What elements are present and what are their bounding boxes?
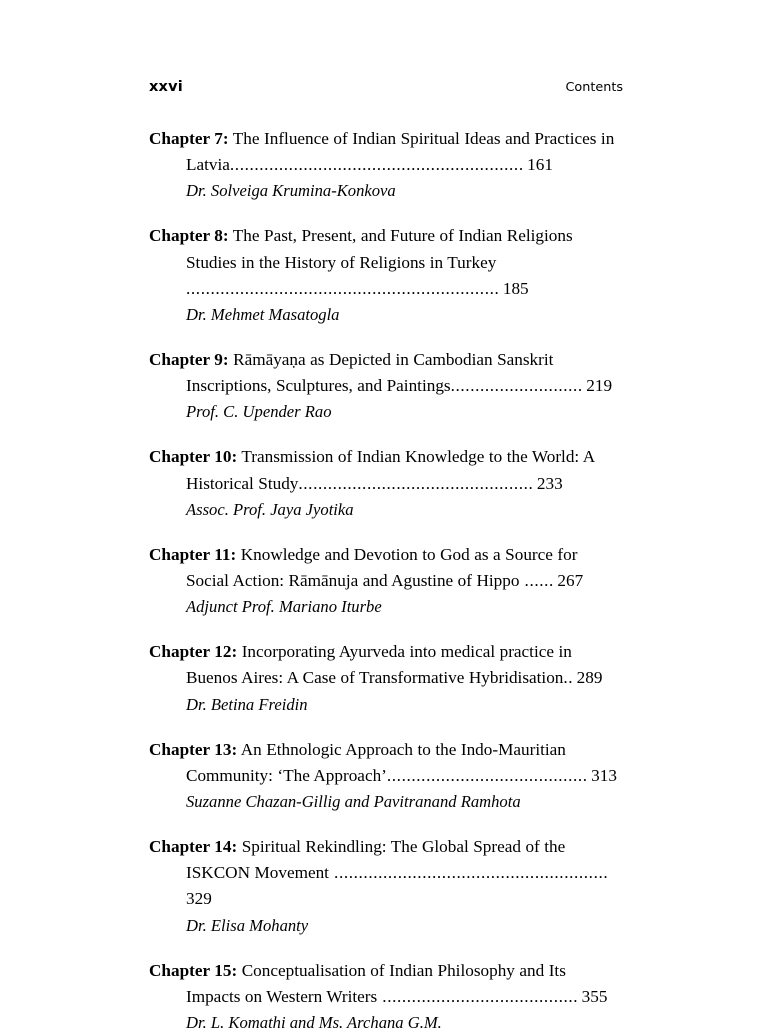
chapter-title: Rāmāyaṇa as Depicted in Cambodian Sanskrit Inscriptions, Sculptures, and Paintings xyxy=(186,350,554,396)
toc-entry-title-line[interactable] xyxy=(149,834,623,913)
chapter-label: Chapter 12: xyxy=(149,642,238,662)
leader-dots: ...... xyxy=(519,571,554,591)
chapter-label: Chapter 10: xyxy=(149,447,238,467)
toc-entry-title-line[interactable] xyxy=(149,444,623,496)
chapter-author: Adjunct Prof. Mariano Iturbe xyxy=(186,597,382,617)
chapter-title: Incorporating Ayurveda into medical practice in Buenos Aires: A Case of Transformative Hybridisation xyxy=(186,642,572,688)
leader-dots: ............................................................ xyxy=(229,155,524,175)
leader-dots: ........................................ xyxy=(377,986,579,1006)
chapter-title: Spiritual Rekindling: The Global Spread of the ISKCON Movement xyxy=(186,837,566,883)
chapter-label: Chapter 13: xyxy=(149,739,238,759)
toc-entry[interactable] xyxy=(149,639,623,717)
chapter-author: Dr. Solveiga Krumina-Konkova xyxy=(186,181,396,201)
page-number[interactable]: 355 xyxy=(581,986,608,1006)
toc-entry-title-line[interactable] xyxy=(149,639,623,691)
chapter-label: Chapter 8: xyxy=(149,226,229,246)
leader-dots: ........................... xyxy=(450,376,583,396)
page-number[interactable]: 219 xyxy=(586,376,613,396)
page-number[interactable]: 185 xyxy=(502,278,529,298)
toc-entry[interactable] xyxy=(149,223,623,328)
chapter-author: Dr. Mehmet Masatogla xyxy=(186,305,340,325)
page-number[interactable]: 289 xyxy=(576,668,603,688)
chapter-author: Prof. C. Upender Rao xyxy=(186,402,332,422)
chapter-label: Chapter 15: xyxy=(149,960,238,980)
chapter-label: Chapter 11: xyxy=(149,544,237,564)
toc-entry[interactable] xyxy=(149,347,623,425)
leader-dots: ......................................... xyxy=(386,765,588,785)
page-number[interactable]: 233 xyxy=(536,473,563,493)
toc-entry-title-line[interactable] xyxy=(149,223,623,302)
leader-dots: ........................................................ xyxy=(328,863,609,883)
toc-entry[interactable] xyxy=(149,958,623,1036)
toc-entry[interactable] xyxy=(149,737,623,815)
chapter-label: Chapter 9: xyxy=(149,350,229,370)
chapter-author: Suzanne Chazan-Gillig and Pavitranand Ramhota xyxy=(186,792,521,812)
chapter-title: Knowledge and Devotion to God as a Source for Social Action: Rāmānuja and Agustine of Hippo xyxy=(186,544,578,591)
chapter-label: Chapter 14: xyxy=(149,837,238,857)
chapter-title: An Ethnologic Approach to the Indo-Mauritian Community: ‘The Approach’ xyxy=(186,739,566,785)
chapter-label: Chapter 7: xyxy=(149,129,229,148)
leader-dots: ................................................ xyxy=(298,473,534,493)
leader-dots: .. xyxy=(563,668,574,688)
chapter-author: Dr. Elisa Mohanty xyxy=(186,915,309,935)
chapter-title: Transmission of Indian Knowledge to the World: A Historical Study xyxy=(186,447,595,493)
chapter-title: The Influence of Indian Spiritual Ideas and Practices in Latvia xyxy=(186,129,615,175)
page-folio: xxvi xyxy=(149,79,183,95)
page-number[interactable]: 329 xyxy=(186,889,212,909)
toc-entry-title-line[interactable] xyxy=(149,126,623,178)
toc-entry[interactable] xyxy=(149,542,623,620)
chapter-author: Assoc. Prof. Jaya Jyotika xyxy=(186,499,354,519)
chapter-author: Dr. Betina Freidin xyxy=(186,694,308,714)
page-number[interactable]: 161 xyxy=(527,155,553,175)
page-number[interactable]: 267 xyxy=(557,571,584,591)
toc-entry-title-line[interactable] xyxy=(149,958,623,1010)
chapter-author: Dr. L. Komathi and Ms. Archana G.M. xyxy=(186,1013,442,1033)
chapter-title: Conceptualisation of Indian Philosophy and Its Impacts on Western Writers xyxy=(186,960,566,1006)
toc-entry-title-line[interactable] xyxy=(149,347,623,399)
table-of-contents xyxy=(149,126,623,1036)
leader-dots: ................................................................ xyxy=(186,278,500,298)
toc-entry[interactable] xyxy=(149,126,623,204)
running-head-title: Contents xyxy=(565,80,623,95)
chapter-title: The Past, Present, and Future of Indian Religions Studies in the History of Religions in Turkey xyxy=(186,226,573,272)
page-number[interactable]: 313 xyxy=(591,765,617,785)
toc-entry-title-line[interactable] xyxy=(149,737,623,789)
toc-entry[interactable] xyxy=(149,834,623,939)
running-head xyxy=(149,80,623,100)
toc-entry-title-line[interactable] xyxy=(149,542,623,594)
toc-entry[interactable] xyxy=(149,444,623,522)
